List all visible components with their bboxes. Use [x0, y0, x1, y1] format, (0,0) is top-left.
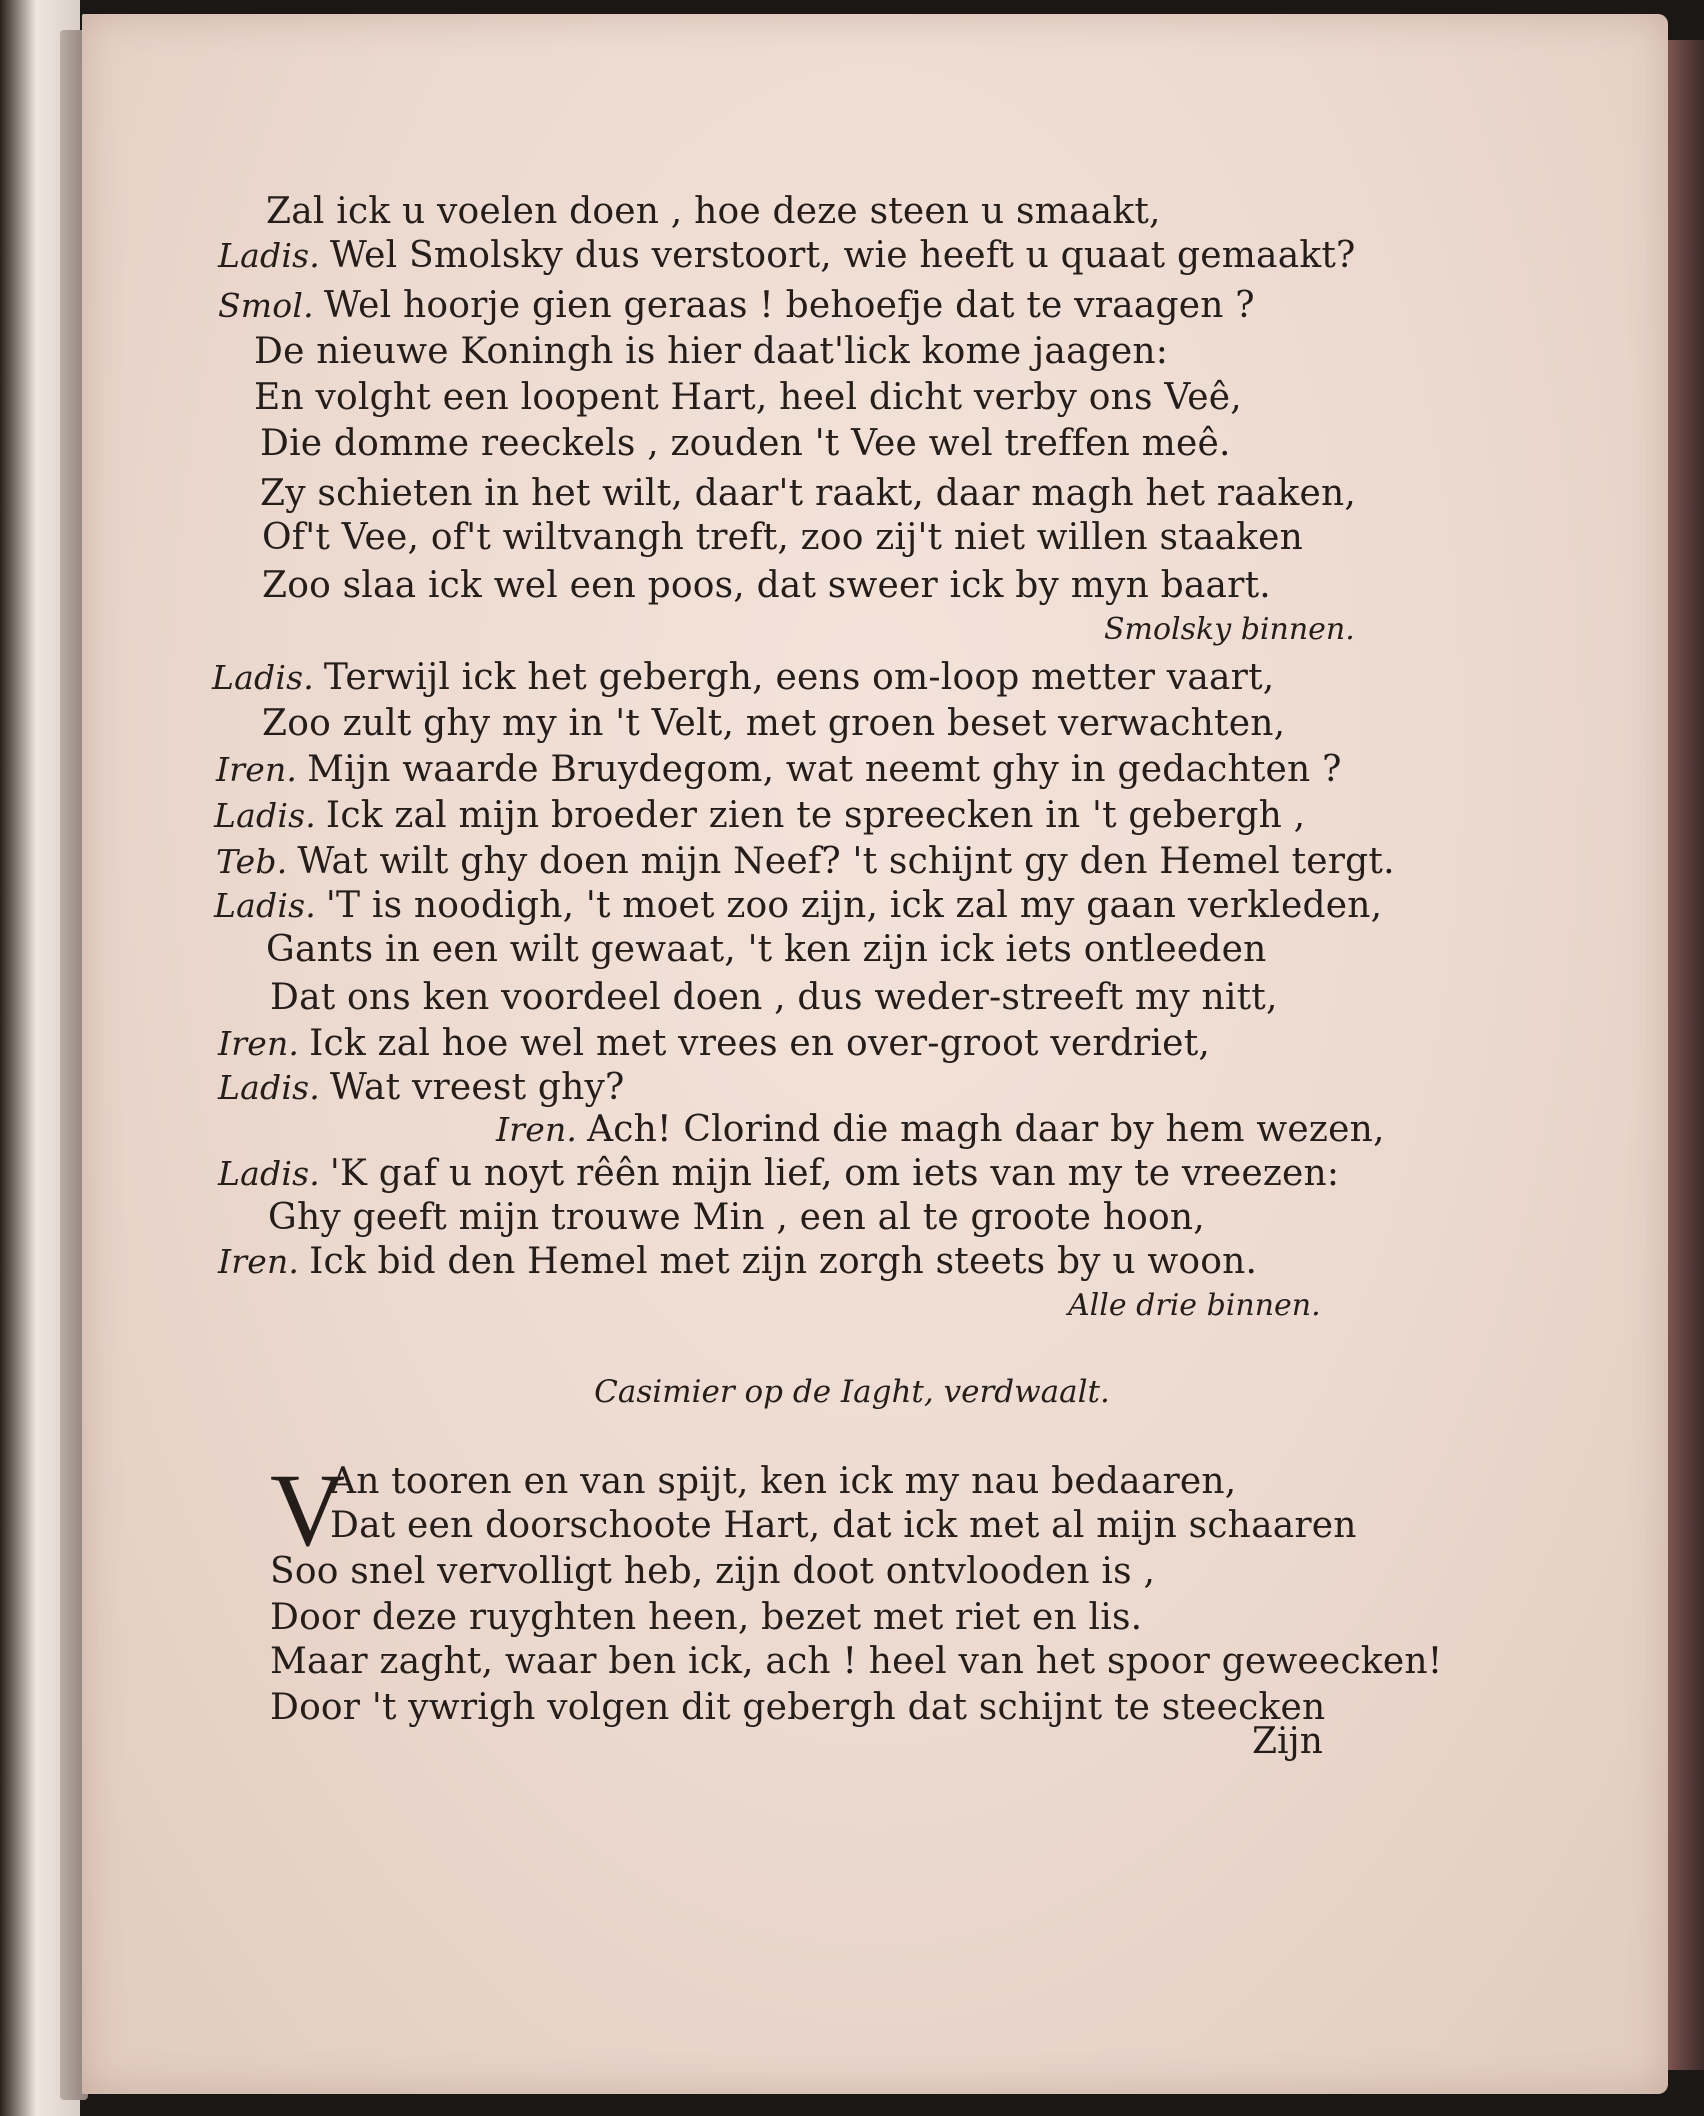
verse-line: Door deze ruyghten heen, bezet met riet en lis. — [270, 1597, 1143, 1638]
verse-line: Ladis. Ick zal mijn broeder zien te spreecken in 't gebergh , — [214, 795, 1306, 836]
speaker-label: Ladis. — [218, 236, 320, 275]
verse-line: De nieuwe Koningh is hier daat'lick kome jaagen: — [254, 331, 1169, 372]
verse-line: Die domme reeckels , zouden 't Vee wel treffen meê. — [260, 423, 1231, 464]
verse-line: Ghy geeft mijn trouwe Min , een al te groote hoon, — [268, 1197, 1205, 1238]
verse-line: Zal ick u voelen doen , hoe deze steen u smaakt, — [266, 191, 1161, 232]
verse-line: Maar zaght, waar ben ick, ach ! heel van het spoor geweecken! — [270, 1641, 1443, 1682]
verse-line: Iren. Ach! Clorind die magh daar by hem wezen, — [496, 1109, 1385, 1150]
verse-line: Teb. Wat wilt ghy doen mijn Neef? 't schijnt gy den Hemel tergt. — [216, 841, 1395, 882]
catchword: Zijn — [1252, 1721, 1323, 1762]
verse-line: Zy schieten in het wilt, daar't raakt, daar magh het raaken, — [260, 473, 1357, 514]
verse-line: Iren. Ick bid den Hemel met zijn zorgh steets by u woon. — [218, 1241, 1258, 1282]
drop-cap: V — [270, 1453, 346, 1568]
verse-line: Door 't ywrigh volgen dit gebergh dat schijnt te steecken — [270, 1687, 1326, 1728]
speaker-label: Smol. — [218, 286, 314, 325]
verse-line: Zoo slaa ick wel een poos, dat sweer ick by myn baart. — [262, 565, 1271, 606]
verse-line: Dat ons ken voordeel doen , dus weder-streeft my nitt, — [270, 977, 1278, 1018]
speaker-label: Ladis. — [212, 658, 314, 697]
verse-line: En volght een loopent Hart, heel dicht verby ons Veê, — [254, 377, 1242, 418]
verse-line: Ladis. 'T is noodigh, 't moet zoo zijn, ick zal my gaan verkleden, — [214, 885, 1383, 926]
verse-line: Dat een doorschoote Hart, dat ick met al mijn schaaren — [330, 1505, 1357, 1546]
verse-line: Iren. Mijn waarde Bruydegom, wat neemt ghy in gedachten ? — [216, 749, 1342, 790]
verse-line: Soo snel vervolligt heb, zijn doot ontvlooden is , — [270, 1551, 1156, 1592]
verse-line: Ladis. 'K gaf u noyt rêên mijn lief, om iets van my te vreezen: — [218, 1153, 1340, 1194]
speaker-label: Iren. — [496, 1110, 578, 1149]
speaker-label: Iren. — [216, 750, 298, 789]
verse-line: Of't Vee, of't wiltvangh treft, zoo zij't niet willen staaken — [262, 517, 1304, 558]
verse-line: Ladis. Wat vreest ghy? — [218, 1067, 625, 1108]
speaker-label: Ladis. — [214, 796, 316, 835]
speaker-label: Ladis. — [214, 886, 316, 925]
speaker-label: Iren. — [218, 1024, 300, 1063]
verse-line: Ladis. Terwijl ick het gebergh, eens om-loop metter vaart, — [212, 657, 1275, 698]
stage-direction: Alle drie binnen. — [1068, 1288, 1321, 1323]
verse-line: An tooren en van spijt, ken ick my nau bedaaren, — [330, 1461, 1237, 1502]
verse-line: Zoo zult ghy my in 't Velt, met groen beset verwachten, — [262, 703, 1286, 744]
verse-line: Ladis. Wel Smolsky dus verstoort, wie heeft u quaat gemaakt? — [218, 235, 1356, 276]
verse-line: Smol. Wel hoorje gien geraas ! behoefje dat te vraagen ? — [218, 285, 1255, 326]
speaker-label: Ladis. — [218, 1154, 320, 1193]
stage-direction: Smolsky binnen. — [1104, 612, 1355, 647]
verse-line: Iren. Ick zal hoe wel met vrees en over-groot verdriet, — [218, 1023, 1210, 1064]
speaker-label: Teb. — [216, 842, 288, 881]
scene-heading: Casimier op de Iaght, verdwaalt. — [594, 1374, 1110, 1410]
speaker-label: Iren. — [218, 1242, 300, 1281]
speaker-label: Ladis. — [218, 1068, 320, 1107]
verse-line: Gants in een wilt gewaat, 't ken zijn ick iets ontleeden — [266, 929, 1267, 970]
